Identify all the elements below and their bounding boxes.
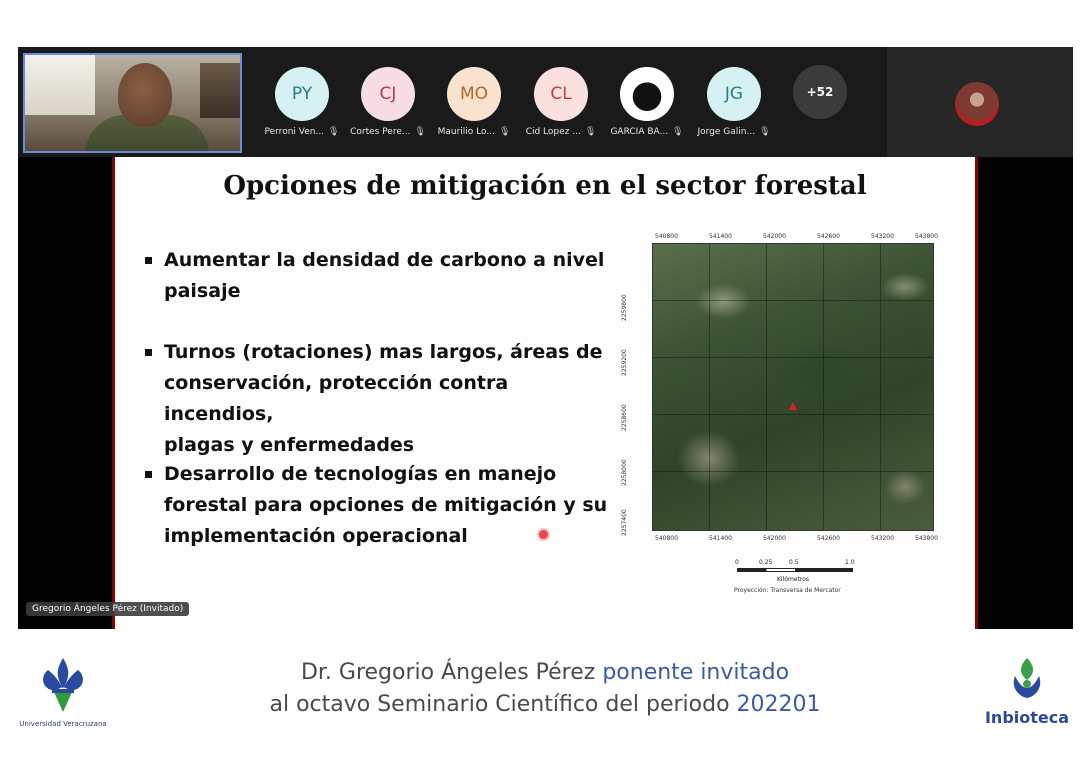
participant-tile[interactable] xyxy=(431,67,517,147)
participant-name: Cortes Pere... 🎙 xyxy=(350,127,426,137)
scale-label: 0.5 xyxy=(789,559,799,566)
participant-name: Cid Lopez ... 🎙 xyxy=(525,127,597,137)
mic-muted-icon: 🎙 xyxy=(759,127,771,137)
mic-muted-icon: 🎙 xyxy=(414,127,426,137)
video-background xyxy=(25,55,95,115)
location-marker-icon xyxy=(789,402,797,410)
participant-tile[interactable] xyxy=(518,67,604,147)
map-gridline xyxy=(823,244,824,530)
participant-tile[interactable] xyxy=(259,67,345,147)
map-gridline xyxy=(709,244,710,530)
participant-name: GARCIA BA... 🎙 xyxy=(610,127,684,137)
map-tick-x: 542600 xyxy=(817,535,840,542)
pointer-cursor xyxy=(539,530,548,539)
speaker-video-tile[interactable] xyxy=(23,53,242,153)
map-tick-y: 2257400 xyxy=(621,509,628,536)
avatar xyxy=(955,82,999,126)
map-gridline xyxy=(653,357,933,358)
mic-muted-icon: 🎙 xyxy=(498,127,511,137)
map-tick-x: 543200 xyxy=(871,233,894,240)
avatar: PY xyxy=(275,67,329,121)
inbioteca-logo xyxy=(982,654,1072,730)
avatar: CL xyxy=(534,67,588,121)
map-tick-x: 540800 xyxy=(655,535,678,542)
caption-line-1: Dr. Gregorio Ángeles Pérez ponente invitado xyxy=(300,660,790,685)
participant-strip xyxy=(18,47,1073,157)
uv-label: Universidad Veracruzana xyxy=(19,720,107,728)
shared-slide xyxy=(112,157,978,629)
map-tick-y: 2258600 xyxy=(621,404,628,431)
bullet-text: Desarrollo de tecnologías en manejo forestal para opciones de mitigación y su implementación operacional xyxy=(164,463,608,547)
map-tick-x: 543800 xyxy=(915,535,938,542)
map-gridline xyxy=(880,244,881,530)
map-tick-x: 542000 xyxy=(763,535,786,542)
fleur-de-lis-icon xyxy=(38,656,88,714)
participant-tile[interactable] xyxy=(691,67,777,147)
speaker-name-tag: Gregorio Ángeles Pérez (Invitado) xyxy=(26,602,189,616)
map-tick-x: 541400 xyxy=(709,535,732,542)
caption-line-2: al octavo Seminario Científico del periodo 202201 xyxy=(269,692,821,717)
participant-name: Jorge Galin... 🎙 xyxy=(697,127,771,137)
scale-label: 0.25 xyxy=(759,559,773,566)
bullet-item xyxy=(145,337,615,461)
self-video-tile[interactable] xyxy=(887,47,1073,157)
participant-tile[interactable] xyxy=(604,67,690,147)
video-background-shelf xyxy=(200,63,240,118)
map-tick-x: 541400 xyxy=(709,233,732,240)
scale-unit: Kilómetros xyxy=(777,576,809,583)
map-tick-y: 2258000 xyxy=(621,459,628,486)
universidad-veracruzana-logo xyxy=(18,656,108,732)
map-projection-note: Proyección: Transversa de Mercator xyxy=(734,587,841,594)
map-gridline xyxy=(653,300,933,301)
inbioteca-leaf-icon xyxy=(1005,654,1049,702)
bullet-text: Aumentar la densidad de carbono a nivel paisaje xyxy=(164,249,605,302)
satellite-image xyxy=(652,243,934,531)
map-tick-x: 543800 xyxy=(915,233,938,240)
map-gridline xyxy=(653,471,933,472)
scale-label: 0 xyxy=(735,559,739,566)
bullet-square-icon xyxy=(145,471,152,478)
map-tick-x: 542000 xyxy=(763,233,786,240)
map-tick-x: 542600 xyxy=(817,233,840,240)
map-tick-x: 540800 xyxy=(655,233,678,240)
bullet-text: Turnos (rotaciones) mas largos, áreas de conservación, protección contra incendios, plagas y enfermedades xyxy=(164,341,603,456)
avatar: CJ xyxy=(361,67,415,121)
map-tick-y: 2259200 xyxy=(621,349,628,376)
participant-name: Maurilio Lo... 🎙 xyxy=(437,127,511,137)
map-tick-x: 543200 xyxy=(871,535,894,542)
scale-label: 1.0 xyxy=(845,559,855,566)
mic-muted-icon: 🎙 xyxy=(584,127,597,137)
meeting-window xyxy=(18,47,1073,629)
map-gridline xyxy=(653,414,933,415)
avatar: JG xyxy=(707,67,761,121)
inbioteca-label: Inbioteca xyxy=(984,708,1070,727)
avatar: MO xyxy=(447,67,501,121)
participant-name: Perroni Ven... 🎙 xyxy=(264,127,340,137)
event-caption xyxy=(180,657,910,721)
participant-tile[interactable] xyxy=(345,67,431,147)
satellite-map xyxy=(619,231,939,594)
bullet-item xyxy=(145,245,615,307)
mic-muted-icon: 🎙 xyxy=(328,127,340,137)
more-participants-button[interactable]: +52 xyxy=(793,65,847,119)
map-gridline xyxy=(766,244,767,530)
map-scale-bar xyxy=(737,568,853,572)
slide-title: Opciones de mitigación en el sector forestal xyxy=(223,171,867,201)
map-tick-y: 2259800 xyxy=(621,294,628,321)
mic-muted-icon: 🎙 xyxy=(672,127,684,137)
bullet-square-icon xyxy=(145,349,152,356)
avatar-image xyxy=(620,67,674,121)
speaker-head xyxy=(118,63,172,127)
bullet-square-icon xyxy=(145,257,152,264)
